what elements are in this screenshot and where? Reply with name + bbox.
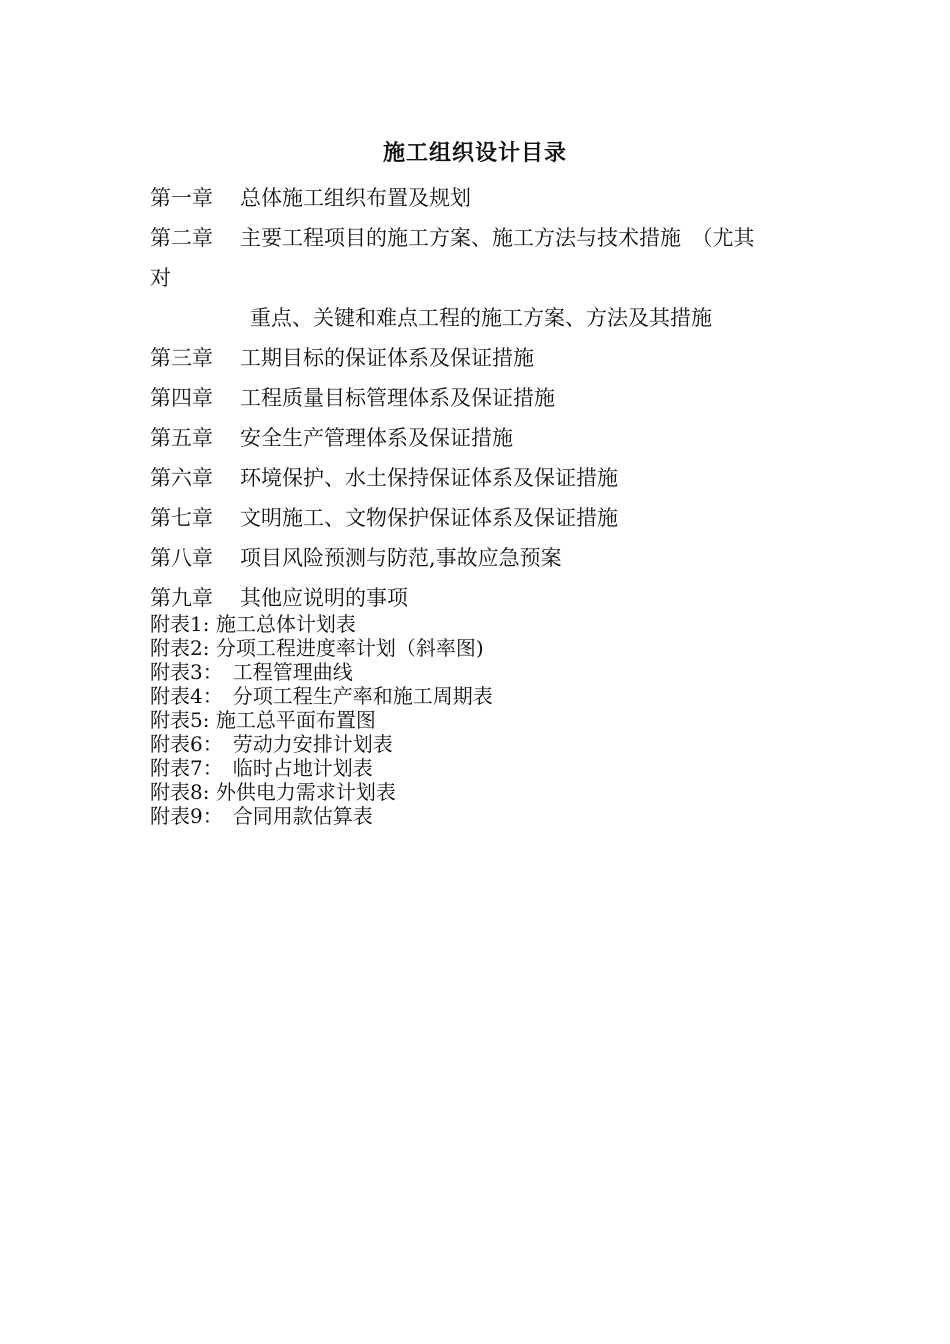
chapter-number: 第八章 — [150, 546, 213, 570]
appendix-1: 附表1: 施工总体计划表 — [150, 612, 356, 636]
appendix-8: 附表8: 外供电力需求计划表 — [150, 780, 396, 804]
appendix-3: 附表3： 工程管理曲线 — [150, 660, 353, 684]
appendix-7: 附表7： 临时占地计划表 — [150, 756, 373, 780]
chapter-title: 总体施工组织布置及规划 — [240, 186, 471, 210]
chapter-4 — [150, 386, 555, 410]
chapter-number: 第三章 — [150, 346, 213, 370]
chapter-number: 第六章 — [150, 466, 213, 490]
chapter-number: 第一章 — [150, 186, 213, 210]
chapter-title: 主要工程项目的施工方案、施工方法与技术措施 （尤其 — [240, 226, 755, 250]
chapter-title: 工期目标的保证体系及保证措施 — [240, 346, 534, 370]
chapter-title: 文明施工、文物保护保证体系及保证措施 — [240, 506, 618, 530]
chapter-7 — [150, 506, 618, 530]
appendix-5: 附表5: 施工总平面布置图 — [150, 708, 376, 732]
chapter-number: 第七章 — [150, 506, 213, 530]
chapter-number: 第四章 — [150, 386, 213, 410]
chapter-title: 工程质量目标管理体系及保证措施 — [240, 386, 555, 410]
page-title: 施工组织设计目录 — [382, 141, 567, 166]
chapter-8 — [150, 546, 562, 570]
chapter-6 — [150, 466, 618, 490]
chapter-title: 安全生产管理体系及保证措施 — [240, 426, 513, 450]
chapter-title: 环境保护、水土保持保证体系及保证措施 — [240, 466, 618, 490]
chapter-number: 第二章 — [150, 226, 213, 250]
chapter-9 — [150, 586, 408, 610]
chapter-5 — [150, 426, 513, 450]
chapter-title: 项目风险预测与防范,事故应急预案 — [240, 546, 562, 570]
chapter-number: 第五章 — [150, 426, 213, 450]
chapter-3 — [150, 346, 534, 370]
chapter-title: 其他应说明的事项 — [240, 586, 408, 610]
appendix-4: 附表4： 分项工程生产率和施工周期表 — [150, 684, 493, 708]
appendix-6: 附表6： 劳动力安排计划表 — [150, 732, 393, 756]
chapter-2-continuation: 重点、关键和难点工程的施工方案、方法及其措施 — [250, 306, 712, 330]
chapter-1 — [150, 186, 471, 210]
chapter-number: 第九章 — [150, 586, 213, 610]
chapter-2 — [150, 226, 755, 250]
appendix-9: 附表9： 合同用款估算表 — [150, 804, 373, 828]
chapter-2-wrap: 对 — [150, 266, 171, 290]
appendix-2: 附表2: 分项工程进度率计划（斜率图) — [150, 636, 484, 660]
